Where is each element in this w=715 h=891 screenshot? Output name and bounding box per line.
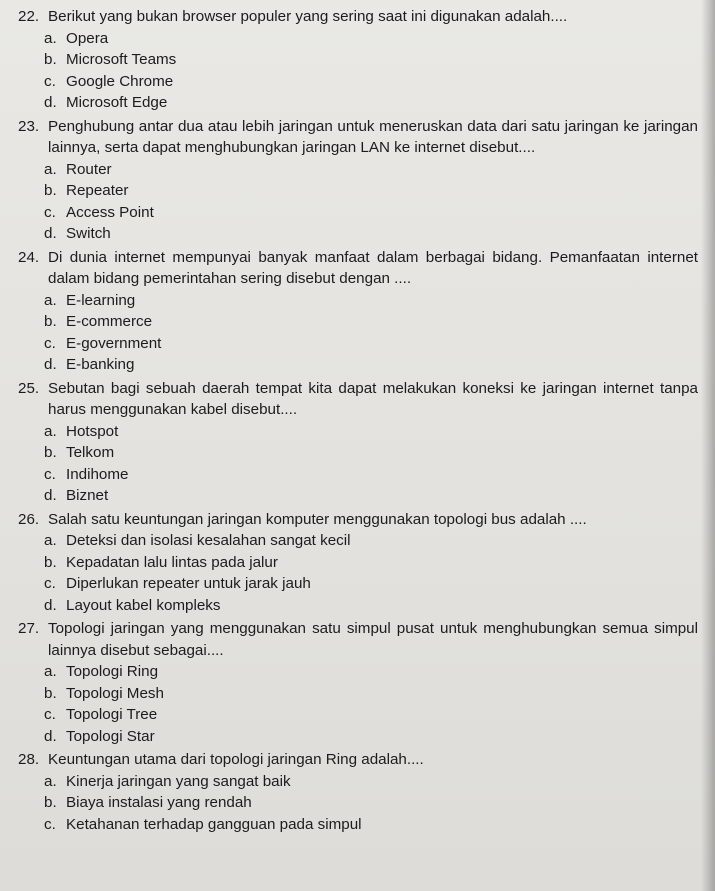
option-b (18, 49, 698, 71)
option-text: Microsoft Edge (66, 94, 168, 111)
question-text (18, 749, 698, 771)
option-d (18, 354, 698, 376)
option-c (18, 704, 698, 726)
question-body: Penghubung antar dua atau lebih jaringan untuk meneruskan data dari satu jaringan ke jaringan lainnya, serta dapat menghubungkan jaringan LAN ke internet disebut.... (48, 117, 698, 156)
option-text: Router (66, 160, 112, 178)
option-letter: b. (44, 794, 57, 811)
option-text: E-commerce (66, 313, 153, 330)
option-letter: a. (44, 663, 57, 680)
option-letter: c. (44, 465, 56, 483)
option-d (18, 726, 698, 748)
option-a (18, 661, 698, 683)
option-text: E-government (66, 334, 162, 352)
option-text: Microsoft Teams (66, 51, 177, 68)
option-letter: b. (44, 182, 57, 199)
option-letter: b. (44, 313, 57, 330)
question-number: 24. (18, 248, 40, 266)
option-letter: d. (44, 225, 57, 242)
question-27 (18, 618, 698, 747)
option-text: E-banking (66, 356, 135, 373)
question-text (18, 6, 698, 28)
option-text: Opera (66, 29, 109, 47)
option-text: Biaya instalasi yang rendah (66, 794, 252, 811)
option-d (18, 223, 698, 245)
option-letter: a. (44, 291, 57, 309)
option-text: Repeater (66, 182, 129, 199)
question-body: Sebutan bagi sebuah daerah tempat kita dapat melakukan koneksi ke jaringan internet tanpa harus menggunakan kabel disebut.... (48, 379, 698, 418)
question-body: Di dunia internet mempunyai banyak manfaat dalam berbagai bidang. Pemanfaatan internet dalam bidang pemerintahan sering disebut dengan .... (48, 248, 698, 287)
option-text: Layout kabel kompleks (66, 596, 221, 614)
option-text: Topologi Star (66, 727, 155, 745)
question-number: 22. (18, 8, 40, 25)
option-text: E-learning (66, 291, 136, 309)
option-text: Topologi Mesh (66, 684, 164, 702)
option-text: Topologi Ring (66, 663, 159, 680)
option-c (18, 573, 698, 595)
option-letter: b. (44, 51, 57, 68)
option-b (18, 180, 698, 202)
option-d (18, 485, 698, 507)
option-c (18, 333, 698, 355)
option-a (18, 290, 698, 312)
option-text: Biznet (66, 487, 109, 504)
option-letter: d. (44, 94, 57, 111)
option-letter: c. (44, 72, 56, 90)
question-text (18, 509, 698, 531)
option-text: Access Point (66, 203, 154, 221)
option-text: Google Chrome (66, 72, 174, 90)
option-c (18, 464, 698, 486)
question-number: 26. (18, 510, 40, 528)
option-text: Topologi Tree (66, 706, 158, 723)
option-letter: d. (44, 596, 57, 614)
option-letter: d. (44, 356, 57, 373)
option-letter: a. (44, 532, 57, 549)
option-text: Telkom (66, 444, 115, 461)
question-text (18, 618, 698, 661)
option-letter: c. (44, 815, 56, 833)
question-23 (18, 116, 698, 245)
option-b (18, 442, 698, 464)
option-a (18, 28, 698, 50)
question-number: 27. (18, 620, 40, 637)
question-28 (18, 749, 698, 835)
question-number: 23. (18, 117, 40, 135)
question-text (18, 116, 698, 159)
option-letter: a. (44, 29, 57, 47)
question-body: Salah satu keuntungan jaringan komputer menggunakan topologi bus adalah .... (48, 510, 587, 528)
question-number: 25. (18, 379, 40, 397)
option-letter: b. (44, 444, 57, 461)
question-26 (18, 509, 698, 617)
option-b (18, 683, 698, 705)
question-25 (18, 378, 698, 507)
option-a (18, 771, 698, 793)
option-text: Diperlukan repeater untuk jarak jauh (66, 575, 311, 592)
option-a (18, 159, 698, 181)
option-letter: c. (44, 203, 56, 221)
option-letter: a. (44, 422, 57, 440)
option-text: Switch (66, 225, 111, 242)
option-a (18, 530, 698, 552)
option-letter: b. (44, 553, 57, 571)
question-body: Topologi jaringan yang menggunakan satu simpul pusat untuk menghubungkan semua simpul lainnya disebut sebagai.... (48, 620, 698, 659)
option-text: Deteksi dan isolasi kesalahan sangat kecil (66, 532, 351, 549)
option-b (18, 552, 698, 574)
option-text: Indihome (66, 465, 129, 483)
option-letter: c. (44, 706, 56, 723)
option-d (18, 595, 698, 617)
option-text: Ketahanan terhadap gangguan pada simpul (66, 815, 362, 833)
option-letter: b. (44, 684, 57, 702)
question-number: 28. (18, 751, 40, 768)
option-d (18, 92, 698, 114)
option-letter: d. (44, 727, 57, 745)
option-text: Kinerja jaringan yang sangat baik (66, 772, 291, 790)
option-c (18, 71, 698, 93)
option-c (18, 202, 698, 224)
option-text: Hotspot (66, 422, 119, 440)
option-b (18, 311, 698, 333)
question-body: Keuntungan utama dari topologi jaringan Ring adalah.... (48, 751, 424, 768)
question-text (18, 378, 698, 421)
option-letter: a. (44, 160, 57, 178)
question-24 (18, 247, 698, 376)
option-letter: d. (44, 487, 57, 504)
page-edge-shadow (701, 0, 715, 891)
option-text: Kepadatan lalu lintas pada jalur (66, 553, 278, 571)
option-c (18, 814, 698, 836)
option-letter: a. (44, 772, 57, 790)
question-body: Berikut yang bukan browser populer yang sering saat ini digunakan adalah.... (48, 8, 568, 25)
question-text (18, 247, 698, 290)
question-list (18, 6, 698, 837)
option-letter: c. (44, 575, 56, 592)
option-letter: c. (44, 334, 56, 352)
question-22 (18, 6, 698, 114)
option-a (18, 421, 698, 443)
option-b (18, 792, 698, 814)
